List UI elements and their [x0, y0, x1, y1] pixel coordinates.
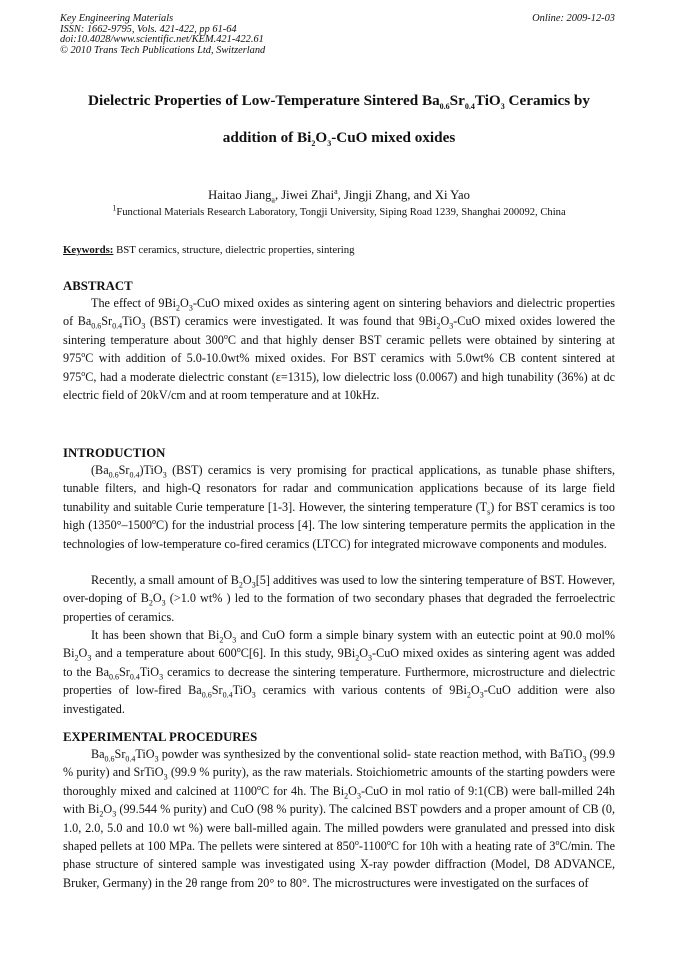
- intro-paragraph-2: Recently, a small amount of $B_2O_3[5]$ additives was used to low the sintering temperature of BST. However, over-doping of $B_2O_3$ (>1.0 wt% ) led to the formation of two secondary phases that degraded the ferroelectric properties of ceramics.: [63, 573, 615, 624]
- experimental-heading: EXPERIMENTAL PROCEDURES: [63, 730, 258, 744]
- keywords: [63, 244, 615, 256]
- experimental-paragraph: $Ba_{0.6}Sr_{0.4}TiO_3$ powder was synthesized by the conventional solid- state reaction method, with BaTiO$_3$ (99.9 % purity) and SrTiO$_3$ (99.9 % purity), as the raw materials. Stoichiometric amounts of the starting powders were thoroughly mixed and calcined at 1100$^o$C for 4h. The $Bi_2O_3$-CuO in mol ratio of 9:1(CB) were ball-milled 24h with $Bi_2O_3$ (99.544 % purity) and CuO (98 % purity). The calcined BST powders and a proper amount of CB (0, 1.0, 2.0, 5.0 and 10.0 wt %) were ball-milled again. The milled powders were granulated and pressed into disk shaped pellets at 100 MPa. The pellets were sintered at 850$^o$-1100$^o$C for 10h with a heating rate of 3$^o$C/min. The phase structure of sintered sample was investigated using X-ray powder diffraction (Model, D8 ADVANCE, Bruker, Germany) in the 2θ range from 20° to 80°. The microstructures were investigated on the surfaces of: [63, 747, 616, 890]
- abstract-paragraph: The effect of $9Bi_2O_3$-CuO mixed oxides as sintering agent on sintering behaviors and dielectric properties of $Ba_{0.6}Sr_{0.4}TiO_3$ (BST) ceramics were investigated. It was found that $9Bi_2O_3$-CuO mixed oxides lowered the sintering temperature about 300$^o$C and that highly denser BST ceramic pellets were obtained by sintering at 975$^o$C with addition of 5.0-10.0wt% mixed oxides. For BST ceramics with 5.0wt% CB content sintered at 975$^o$C, had a moderate dielectric constant (ε=1315), low dielectric loss (0.0067) and high tunability (36%) at dc electric field of 20kV/cm and at room temperature and at 10kHz.: [63, 296, 615, 403]
- affiliation: $^1$Functional Materials Research Laboratory, Tongji University, Siping Road 1239, Shanghai 200092, China: [112, 203, 566, 218]
- introduction-heading: INTRODUCTION: [63, 446, 166, 460]
- issn-line: ISSN: 1662-9795, Vols. 421-422, pp 61-64: [60, 23, 237, 35]
- online-date: Online: 2009-12-03: [532, 13, 615, 24]
- copyright-line: © 2010 Trans Tech Publications Ltd, Switzerland: [60, 44, 266, 56]
- paper-title-line-2: addition of $Bi_2O_3$-CuO mixed oxides: [222, 129, 456, 149]
- author-list: Haitao Jiang$_a$, Jiwei Zhai$^a$, Jingji Zhang, and Xi Yao: [208, 186, 470, 205]
- doi-line: doi:10.4028/www.scientific.net/KEM.421-422.61: [60, 34, 264, 46]
- keywords-label: Keywords:: [63, 244, 114, 256]
- intro-paragraph-3: It has been shown that $Bi_2O_3$ and CuO form a simple binary system with an eutectic point at 90.0 mol% $Bi_2O_3$ and a temperature about 600$^o$C[6]. In this study, $9Bi_2O_3$-CuO mixed oxides as sintering agent was added to the $Ba_{0.6}Sr_{0.4}TiO_3$ ceramics to decrease the sintering temperature. Furthermore, microstructure and dielectric properties of low-fired $Ba_{0.6}Sr_{0.4}TiO_3$ ceramics with various contents of $9Bi_2O_3$-CuO addition were also investigated.: [63, 628, 615, 716]
- abstract-heading: ABSTRACT: [63, 279, 133, 293]
- keywords-text: BST ceramics, structure, dielectric properties, sintering: [116, 244, 355, 256]
- publication-header: [60, 14, 265, 56]
- paper-title-line-1: Dielectric Properties of Low-Temperature Sintered $Ba_{0.6}Sr_{0.4}TiO_3$ Ceramics by: [88, 92, 590, 112]
- journal-name: Key Engineering Materials: [60, 13, 174, 24]
- intro-paragraph-1: $(Ba_{0.6}Sr_{0.4})TiO_3$ (BST) ceramics is very promising for practical applications, as tunable phase shifters, tunable filters, and high-Q resonators for radar and communication applications because of its large field tunability and suitable Curie temperature [1-3]. However, the sintering temperature $(T_s)$ for BST ceramics is too high (1350°–1500$^o$C) for the industrial process [4]. The low sintering temperature permits the application in the technologies of low-temperature co-fired ceramics (LTCC) for integrated microwave components and modules.: [63, 463, 615, 551]
